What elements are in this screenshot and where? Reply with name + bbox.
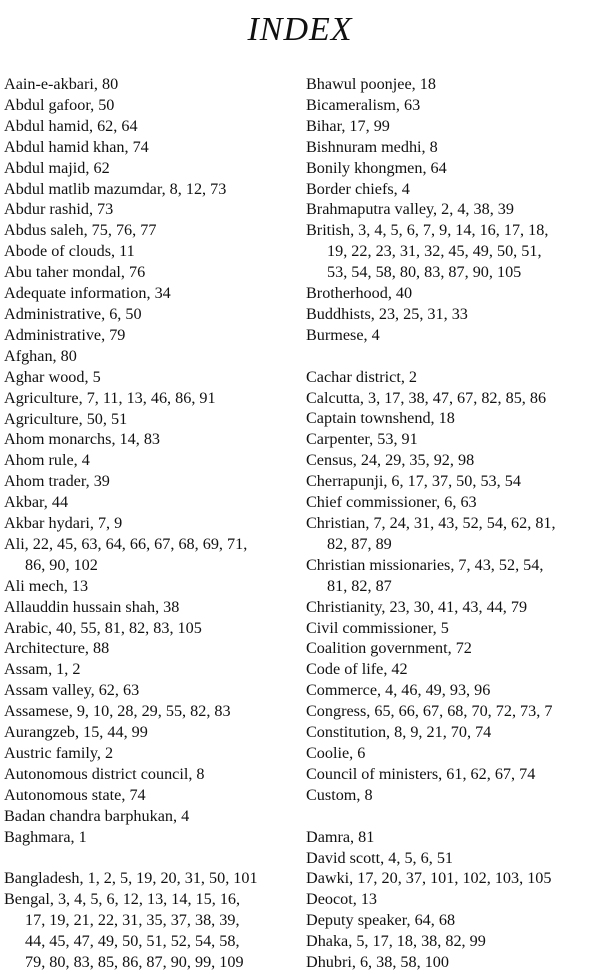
index-entry-line: Abdul majid, 62 bbox=[4, 158, 110, 177]
index-entry-line: Akbar hydari, 7, 9 bbox=[4, 514, 123, 533]
index-entry bbox=[306, 116, 600, 137]
index-entry-line: Aain-e-akbari, 80 bbox=[4, 75, 119, 93]
index-entry-continuation: 86, 90, 102 bbox=[25, 555, 98, 574]
index-entry bbox=[4, 409, 296, 430]
index-entry bbox=[4, 367, 296, 388]
index-entry-line: Coalition government, 72 bbox=[306, 639, 472, 658]
index-entry bbox=[306, 659, 600, 680]
index-entry bbox=[306, 827, 600, 848]
index-entry bbox=[4, 785, 296, 806]
index-entry bbox=[306, 785, 600, 806]
index-entry-continuation: 19, 22, 23, 31, 32, 45, 49, 50, 51, bbox=[327, 242, 542, 261]
index-entry-line: Buddhists, 23, 25, 31, 33 bbox=[306, 304, 468, 323]
index-entry bbox=[306, 450, 600, 471]
index-entry bbox=[4, 889, 296, 973]
index-entry-line: Carpenter, 53, 91 bbox=[306, 430, 418, 449]
index-entry bbox=[4, 722, 296, 743]
index-entry-line: Commerce, 4, 46, 49, 93, 96 bbox=[306, 681, 491, 700]
index-entry-line: Allauddin hussain shah, 38 bbox=[4, 597, 180, 616]
index-entry-line: Congress, 65, 66, 67, 68, 70, 72, 73, 7 bbox=[306, 702, 553, 721]
index-entry bbox=[306, 513, 600, 555]
index-entry-line: David scott, 4, 5, 6, 51 bbox=[306, 848, 454, 867]
index-entry bbox=[306, 325, 600, 346]
index-entry-line: Dhaka, 5, 17, 18, 38, 82, 99 bbox=[306, 932, 486, 951]
index-entry-line: Coolie, 6 bbox=[306, 743, 366, 762]
index-entry bbox=[4, 450, 296, 471]
index-entry-line: Aurangzeb, 15, 44, 99 bbox=[4, 723, 148, 742]
index-entry-line: Assam, 1, 2 bbox=[4, 660, 81, 679]
index-entry bbox=[306, 304, 600, 325]
index-entry-continuation: 44, 45, 47, 49, 50, 51, 52, 54, 58, bbox=[25, 932, 240, 951]
index-entry-continuation: 53, 54, 58, 80, 83, 87, 90, 105 bbox=[327, 263, 522, 282]
index-entry bbox=[4, 220, 296, 241]
index-entry-line: Arabic, 40, 55, 81, 82, 83, 105 bbox=[4, 618, 202, 637]
index-entry-line: Bishnuram medhi, 8 bbox=[306, 137, 438, 156]
index-entry-line: Ahom monarchs, 14, 83 bbox=[4, 430, 161, 449]
index-entry bbox=[4, 868, 296, 889]
index-entry-line: Akbar, 44 bbox=[4, 493, 69, 512]
index-entry-line: Calcutta, 3, 17, 38, 47, 67, 82, 85, 86 bbox=[306, 388, 547, 407]
index-entry bbox=[4, 241, 296, 262]
index-entry bbox=[306, 137, 600, 158]
index-entry-line: Austric family, 2 bbox=[4, 744, 114, 762]
index-entry-line: Census, 24, 29, 35, 92, 98 bbox=[306, 451, 475, 470]
letter-group-gap bbox=[4, 848, 296, 869]
index-entry bbox=[306, 931, 600, 952]
index-entry bbox=[306, 179, 600, 200]
index-entry bbox=[306, 680, 600, 701]
index-entry-line: Ali mech, 13 bbox=[4, 576, 89, 595]
index-entry bbox=[306, 74, 600, 95]
letter-group-gap bbox=[306, 806, 600, 827]
index-entry bbox=[4, 743, 296, 764]
index-entry-line: Agriculture, 50, 51 bbox=[4, 409, 128, 428]
index-entry-line: Bhawul poonjee, 18 bbox=[306, 75, 436, 93]
index-column-right bbox=[306, 74, 600, 973]
index-entry-line: Constitution, 8, 9, 21, 70, 74 bbox=[306, 723, 492, 742]
index-entry-line: Captain townshend, 18 bbox=[306, 409, 455, 428]
index-entry bbox=[306, 638, 600, 659]
index-entry-line: Abu taher mondal, 76 bbox=[4, 263, 146, 282]
index-entry bbox=[306, 764, 600, 785]
index-entry bbox=[4, 513, 296, 534]
index-entry bbox=[4, 701, 296, 722]
index-entry bbox=[4, 659, 296, 680]
index-entry-line: Brahmaputra valley, 2, 4, 38, 39 bbox=[306, 200, 514, 219]
index-entry bbox=[4, 680, 296, 701]
index-entry bbox=[4, 179, 296, 200]
index-entry bbox=[4, 262, 296, 283]
index-entry-line: Abdul hamid khan, 74 bbox=[4, 137, 149, 156]
index-entry-line: Bonily khongmen, 64 bbox=[306, 158, 447, 177]
index-entry-continuation: 81, 82, 87 bbox=[327, 576, 392, 595]
index-entry bbox=[306, 283, 600, 304]
index-entry-line: Baghmara, 1 bbox=[4, 827, 87, 846]
index-entry bbox=[4, 534, 296, 576]
index-entry-line: Abdus saleh, 75, 76, 77 bbox=[4, 221, 157, 240]
index-entry bbox=[306, 367, 600, 388]
index-entry bbox=[4, 137, 296, 158]
index-entry bbox=[306, 471, 600, 492]
index-entry bbox=[306, 868, 600, 889]
index-entry bbox=[4, 116, 296, 137]
index-entry-line: Adequate information, 34 bbox=[4, 284, 171, 303]
index-entry-line: Council of ministers, 61, 62, 67, 74 bbox=[306, 764, 536, 783]
index-entry-line: Afghan, 80 bbox=[4, 346, 77, 365]
index-entry-line: Christianity, 23, 30, 41, 43, 44, 79 bbox=[306, 597, 528, 616]
index-entry-line: Dhubri, 6, 38, 58, 100 bbox=[306, 953, 449, 972]
index-entry-line: Aghar wood, 5 bbox=[4, 367, 101, 386]
index-entry bbox=[4, 471, 296, 492]
index-entry-line: Ahom trader, 39 bbox=[4, 472, 110, 491]
index-entry-line: Autonomous district council, 8 bbox=[4, 764, 205, 783]
index-entry bbox=[306, 408, 600, 429]
index-entry bbox=[306, 555, 600, 597]
index-entry-line: Assam valley, 62, 63 bbox=[4, 681, 140, 700]
index-entry bbox=[306, 220, 600, 283]
index-entry bbox=[306, 910, 600, 931]
index-entry-line: Abdul matlib mazumdar, 8, 12, 73 bbox=[4, 179, 227, 198]
index-entry bbox=[4, 199, 296, 220]
index-entry bbox=[4, 492, 296, 513]
index-entry-line: Abode of clouds, 11 bbox=[4, 242, 135, 261]
index-entry-line: Deputy speaker, 64, 68 bbox=[306, 911, 456, 930]
index-entry-line: Agriculture, 7, 11, 13, 46, 86, 91 bbox=[4, 388, 216, 407]
index-entry-line: Cachar district, 2 bbox=[306, 367, 418, 386]
index-entry-line: Dawki, 17, 20, 37, 101, 102, 103, 105 bbox=[306, 869, 552, 888]
index-entry bbox=[306, 722, 600, 743]
index-entry bbox=[4, 74, 296, 95]
index-entry bbox=[4, 618, 296, 639]
index-entry bbox=[4, 158, 296, 179]
index-entry bbox=[306, 618, 600, 639]
index-entry bbox=[4, 576, 296, 597]
index-entry-continuation: 82, 87, 89 bbox=[327, 534, 392, 553]
index-entry-line: Administrative, 79 bbox=[4, 325, 126, 344]
index-entry-line: Deocot, 13 bbox=[306, 890, 378, 909]
page-title: INDEX bbox=[247, 11, 353, 48]
index-entry-line: Badan chandra barphukan, 4 bbox=[4, 806, 190, 825]
index-entry-line: Abdur rashid, 73 bbox=[4, 200, 114, 219]
index-entry-line: Assamese, 9, 10, 28, 29, 55, 82, 83 bbox=[4, 702, 231, 721]
index-entry bbox=[306, 597, 600, 618]
index-entry-continuation: 17, 19, 21, 22, 31, 35, 37, 38, 39, bbox=[25, 911, 240, 930]
index-entry bbox=[306, 889, 600, 910]
index-entry bbox=[4, 764, 296, 785]
index-entry-line: Abdul hamid, 62, 64 bbox=[4, 116, 138, 135]
index-entry-line: Chief commissioner, 6, 63 bbox=[306, 493, 477, 512]
index-entry-line: British, 3, 4, 5, 6, 7, 9, 14, 16, 17, 18, bbox=[306, 221, 549, 240]
index-entry-line: Architecture, 88 bbox=[4, 639, 110, 658]
index-entry-line: Bihar, 17, 99 bbox=[306, 116, 390, 135]
index-entry bbox=[306, 848, 600, 869]
index-entry bbox=[4, 325, 296, 346]
index-entry bbox=[306, 388, 600, 409]
index-entry-line: Border chiefs, 4 bbox=[306, 179, 410, 198]
index-entry bbox=[4, 827, 296, 848]
index-entry-line: Abdul gafoor, 50 bbox=[4, 95, 115, 114]
index-entry bbox=[4, 806, 296, 827]
index-entry bbox=[306, 429, 600, 450]
index-entry bbox=[306, 158, 600, 179]
index-entry bbox=[306, 95, 600, 116]
index-entry-line: Brotherhood, 40 bbox=[306, 284, 413, 303]
index-entry-line: Bangladesh, 1, 2, 5, 19, 20, 31, 50, 101 bbox=[4, 869, 258, 888]
letter-group-gap bbox=[306, 346, 600, 367]
index-entry bbox=[306, 743, 600, 764]
index-entry-line: Autonomous state, 74 bbox=[4, 785, 146, 804]
index-entry-line: Bengal, 3, 4, 5, 6, 12, 13, 14, 15, 16, bbox=[4, 890, 241, 909]
index-entry-line: Custom, 8 bbox=[306, 785, 373, 804]
index-entry-line: Burmese, 4 bbox=[306, 325, 380, 344]
index-entry-line: Civil commissioner, 5 bbox=[306, 618, 449, 637]
index-entry bbox=[4, 346, 296, 367]
index-entry bbox=[4, 597, 296, 618]
index-entry bbox=[306, 952, 600, 973]
index-entry bbox=[4, 304, 296, 325]
index-entry-continuation: 79, 80, 83, 85, 86, 87, 90, 99, 109 bbox=[25, 953, 244, 972]
index-entry-line: Christian missionaries, 7, 43, 52, 54, bbox=[306, 555, 544, 574]
index-entry-line: Christian, 7, 24, 31, 43, 52, 54, 62, 81, bbox=[306, 514, 556, 533]
index-entry bbox=[4, 638, 296, 659]
index-entry bbox=[4, 388, 296, 409]
index-entry bbox=[4, 95, 296, 116]
index-entry bbox=[306, 492, 600, 513]
index-entry bbox=[4, 283, 296, 304]
index-entry bbox=[306, 701, 600, 722]
index-entry-line: Code of life, 42 bbox=[306, 660, 408, 679]
index-entry-line: Bicameralism, 63 bbox=[306, 95, 421, 114]
index-entry bbox=[306, 199, 600, 220]
index-entry-line: Damra, 81 bbox=[306, 827, 375, 846]
index-entry bbox=[4, 429, 296, 450]
index-entry-line: Ahom rule, 4 bbox=[4, 451, 90, 470]
index-entry-line: Cherrapunji, 6, 17, 37, 50, 53, 54 bbox=[306, 472, 521, 491]
index-entry-line: Ali, 22, 45, 63, 64, 66, 67, 68, 69, 71, bbox=[4, 534, 248, 553]
index-column-left bbox=[4, 74, 296, 973]
index-entry-line: Administrative, 6, 50 bbox=[4, 304, 142, 323]
